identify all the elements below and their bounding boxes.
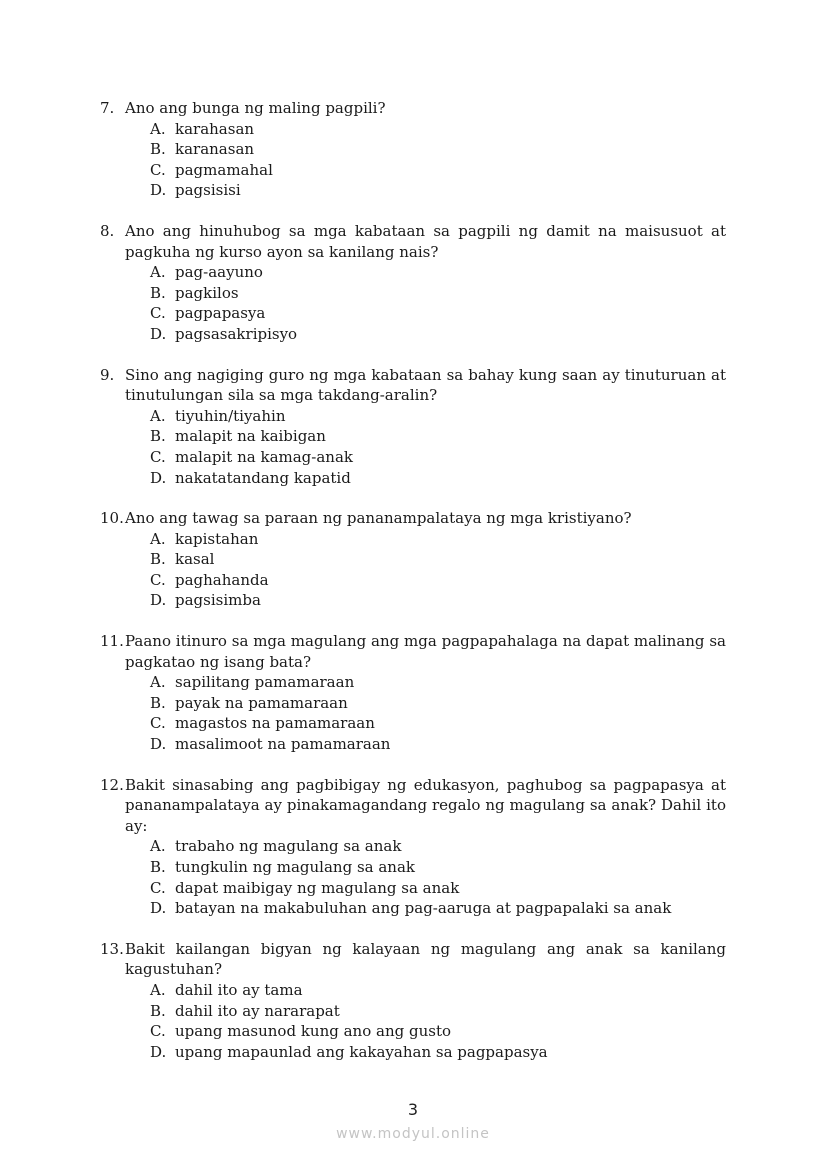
watermark: www.modyul.online: [336, 1126, 490, 1142]
answer-choice: [150, 672, 726, 693]
question-stem: [100, 98, 726, 119]
choice-text: kasal: [175, 550, 215, 569]
answer-choice: [150, 160, 726, 181]
question-number: 11.: [100, 632, 124, 651]
question-text: Ano ang tawag sa paraan ng pananampalataya ng mga kristiyano?: [125, 509, 632, 528]
choice-text: malapit na kamag-anak: [175, 447, 353, 466]
answer-choice: [150, 980, 726, 1001]
choice-letter: B.: [150, 1001, 166, 1020]
choice-letter: A.: [150, 263, 166, 282]
choice-text: tiyuhin/tiyahin: [175, 406, 286, 425]
choice-letter: B.: [150, 693, 166, 712]
answer-choice: [150, 857, 726, 878]
choice-text: kapistahan: [175, 529, 259, 548]
answer-choice: [150, 406, 726, 427]
choice-text: dahil ito ay nararapat: [175, 1001, 340, 1020]
answer-choice: [150, 139, 726, 160]
question-text: Bakit sinasabing ang pagbibigay ng edukasyon, paghubog sa pagpapasya at pananampalataya ay pinakamagandang regalo ng magulang sa anak? Dahil ito ay:: [125, 775, 726, 835]
choice-letter: D.: [150, 735, 167, 754]
choice-letter: D.: [150, 468, 167, 487]
question-item: [100, 631, 726, 755]
answer-choice: [150, 283, 726, 304]
answer-choice: [150, 324, 726, 345]
question-number: 8.: [100, 221, 115, 240]
choice-letter: A.: [150, 673, 166, 692]
question-stem: [100, 508, 726, 529]
choice-letter: C.: [150, 304, 166, 323]
choice-text: upang mapaunlad ang kakayahan sa pagpapasya: [175, 1042, 548, 1061]
question-stem: [100, 221, 726, 262]
choice-text: sapilitang pamamaraan: [175, 673, 355, 692]
answer-choice: [150, 1021, 726, 1042]
answer-choice: [150, 303, 726, 324]
choice-text: payak na pamamaraan: [175, 693, 348, 712]
choice-letter: A.: [150, 406, 166, 425]
choice-text: pagpapasya: [175, 304, 266, 323]
question-text: Sino ang nagiging guro ng mga kabataan sa bahay kung saan ay tinuturuan at tinutulungan sila sa mga takdang-aralin?: [125, 365, 726, 405]
choice-text: pag-aayuno: [175, 263, 263, 282]
choice-text: trabaho ng magulang sa anak: [175, 837, 402, 856]
choice-text: karahasan: [175, 119, 255, 138]
answer-choice: [150, 549, 726, 570]
answer-choice: [150, 119, 726, 140]
answer-choice: [150, 836, 726, 857]
question-text: Bakit kailangan bigyan ng kalayaan ng magulang ang anak sa kanilang kagustuhan?: [125, 939, 726, 979]
question-item: [100, 365, 726, 489]
answer-choice: [150, 447, 726, 468]
choice-text: pagkilos: [175, 283, 239, 302]
choice-letter: C.: [150, 447, 166, 466]
choice-text: tungkulin ng magulang sa anak: [175, 858, 415, 876]
choice-text: upang masunod kung ano ang gusto: [175, 1022, 451, 1041]
choice-text: pagsisimba: [175, 591, 261, 610]
choice-letter: C.: [150, 160, 166, 179]
choice-letter: D.: [150, 591, 167, 610]
choice-letter: D.: [150, 899, 167, 918]
question-text: Ano ang hinuhubog sa mga kabataan sa pagpili ng damit na maisusuot at pagkuha ng kurso ayon sa kanilang nais?: [125, 221, 726, 261]
choice-letter: B.: [150, 550, 166, 569]
choice-letter: D.: [150, 324, 167, 343]
question-item: [100, 221, 726, 345]
question-stem: [100, 365, 726, 406]
answer-choice: [150, 570, 726, 591]
choice-text: pagsasakripisyo: [175, 324, 298, 343]
choice-text: dapat maibigay ng magulang sa anak: [175, 878, 460, 897]
choice-letter: D.: [150, 181, 167, 200]
answer-choice: [150, 426, 726, 447]
question-stem: [100, 775, 726, 837]
choice-letter: C.: [150, 1022, 166, 1041]
answer-choice: [150, 713, 726, 734]
answer-choice: [150, 180, 726, 201]
answer-choice: [150, 1001, 726, 1022]
answer-choice: [150, 529, 726, 550]
choice-letter: B.: [150, 427, 166, 446]
question-item: [100, 939, 726, 1063]
choice-text: masalimoot na pamamaraan: [175, 735, 391, 754]
answer-choice: [150, 262, 726, 283]
choice-letter: C.: [150, 570, 166, 589]
question-item: [100, 98, 726, 201]
choice-text: pagmamahal: [175, 160, 273, 179]
question-number: 10.: [100, 509, 124, 528]
choice-letter: C.: [150, 714, 166, 733]
answer-choice: [150, 734, 726, 755]
answer-choice: [150, 878, 726, 899]
answer-choice: [150, 1042, 726, 1063]
question-number: 13.: [100, 939, 124, 958]
question-text: Ano ang bunga ng maling pagpili?: [125, 99, 386, 117]
question-text: Paano itinuro sa mga magulang ang mga pagpapahalaga na dapat malinang sa pagkatao ng isang bata?: [125, 632, 726, 671]
choice-letter: A.: [150, 529, 166, 548]
choice-text: magastos na pamamaraan: [175, 714, 375, 733]
answer-choice: [150, 590, 726, 611]
choice-text: pagsisisi: [175, 181, 241, 200]
choice-letter: A.: [150, 980, 166, 999]
question-number: 12.: [100, 775, 124, 794]
choice-letter: A.: [150, 119, 166, 138]
answer-choice: [150, 898, 726, 919]
page-number: 3: [407, 1100, 419, 1119]
choice-text: paghahanda: [175, 570, 269, 589]
choice-letter: B.: [150, 283, 166, 302]
question-stem: [100, 939, 726, 980]
choice-text: batayan na makabuluhan ang pag-aaruga at pagpapalaki sa anak: [175, 899, 672, 918]
choice-letter: A.: [150, 837, 166, 856]
question-list: [100, 98, 726, 1082]
choice-text: karanasan: [175, 140, 255, 159]
choice-letter: D.: [150, 1042, 167, 1061]
answer-choice: [150, 693, 726, 714]
choice-letter: B.: [150, 140, 166, 159]
question-item: [100, 508, 726, 611]
choice-text: nakatatandang kapatid: [175, 468, 351, 487]
question-stem: [100, 631, 726, 672]
answer-choice: [150, 468, 726, 489]
choice-letter: C.: [150, 878, 166, 897]
question-number: 9.: [100, 365, 115, 384]
choice-letter: B.: [150, 858, 166, 876]
choice-text: malapit na kaibigan: [175, 427, 326, 446]
choice-text: dahil ito ay tama: [175, 980, 303, 999]
question-item: [100, 775, 726, 919]
question-number: 7.: [100, 99, 115, 117]
